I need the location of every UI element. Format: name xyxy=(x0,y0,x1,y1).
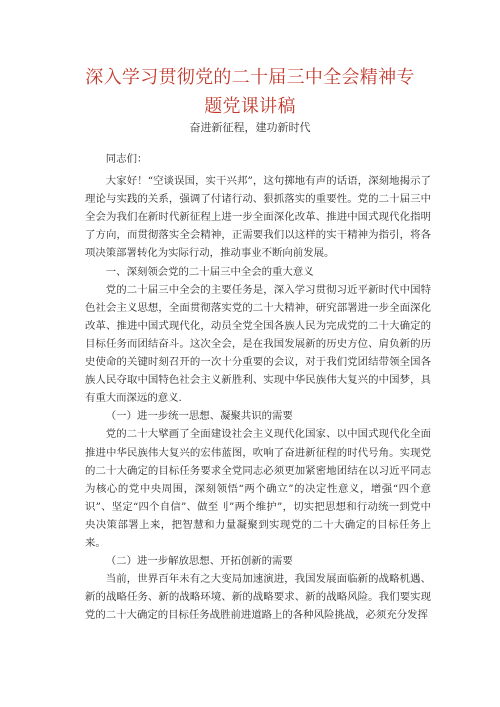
paragraph-subsection-1: 党的二十大擘画了全面建设社会主义现代化国家、以中国式现代化全面推进中华民族伟大复兴的宏伟蓝图，吹响了奋进新征程的时代号角。实现党的二十大确定的目标任务要求全党同志必须更加紧密地团结在以习近平同志为核心的党中央周围，深刻领悟“两个确立”的决定性意义，增强“四个意识”、坚定“四个自信”、做至刂”两个维护”，切实把思想和行动统一到党中央决策部署上来，把智慧和力量凝聚到实现党的二十大确定的目标任务上来。 xyxy=(85,428,431,549)
section-heading-1: 一、深刻领会党的二十届三中全会的重大意义 xyxy=(105,265,314,278)
document-body xyxy=(85,150,431,624)
document-subtitle: 奋进新征程，建功新时代 xyxy=(189,121,311,134)
greeting: 同志们： xyxy=(105,153,148,165)
document-title xyxy=(60,63,440,121)
subsection-heading-2: （二）进一步解放思想、开拓创新的需要 xyxy=(105,555,293,568)
title-line-1: 深入学习贯彻党的二十届三中全会精神专 xyxy=(85,67,415,88)
paragraph-subsection-2: 当前，世界百年未有之大变局加速演进，我国发展面临新的战略机遇、新的战略任务、新的战略环境、新的战略要求、新的战略风险。我们要实现党的二十大确定的目标任务战胜前进道路上的各种风险挑战，必须充分发挥 xyxy=(85,573,431,622)
paragraph-section-1: 党的二十届三中全会的主要任务是，深入学习贯彻习近平新时代中国特色社会主义思想，全面贯彻落实党的二十大精神，研究部署进一步全面深化改革、推进中国式现代化，动员全党全国各族人民为完成党的二十大确定的目标任务而团结奋斗。这次全会，是在我国发展新的历史方位、肩负新的历史使命的关键时刻召开的一次十分重要的会议，对于我们党团结带领全国各族人民夺取中国特色社会主义新胜利、实现中华民族伟大复兴的中国梦，具有重大而深远的意义. xyxy=(85,283,431,405)
paragraph-intro: 大家好！“空谈误国，实干兴邦”，这句掷地有声的话语，深刻地揭示了理论与实践的关系，强调了付诸行动、狠抓落实的重要性。党的二十届三中全会为我们在新时代新征程上进一步全面深化改革、推进中国式现代化指明了方向，而贯彻落实全会精神，正需要我们以这样的实干精神为指引，将各项决策部署转化为实际行动，推动事业不断向前发展。 xyxy=(85,175,431,260)
subsection-heading-1: （一）进一步统一思想、凝聚共识的需要 xyxy=(105,410,293,423)
title-line-2: 题党课讲稿 xyxy=(204,96,296,117)
